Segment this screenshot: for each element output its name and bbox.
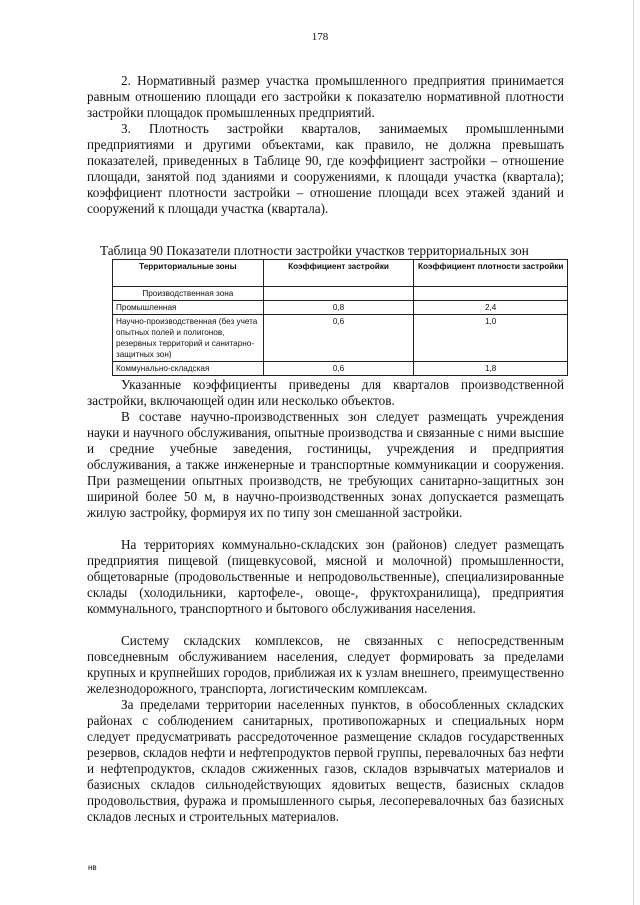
- paragraph-6: Систему складских комплексов, не связанных с непосредственным повседневным обслуживанием населения, следует формировать за пределами крупных и крупнейших городов, приближая их к узлам внешнего, преимущественно железнодорожного, транспорта, логистическим комплексам.: [87, 633, 565, 696]
- group-empty-cell: [263, 287, 414, 301]
- density-cell: 2,4: [414, 301, 568, 315]
- header-coverage: Коэффициент застройки: [263, 260, 414, 287]
- header-density: Коэффициент плотности застройки: [414, 260, 568, 287]
- paragraph-5: На территориях коммунально-складских зон (районов) следует размещать предприятия пищевой (пищевкусовой, мясной и молочной) промышленности, общетоварные (продовольственные и непродовольственные), специализированные склады (холодильники, картофеле-, овоще-, фруктохранилища), предприятия коммунального, транспортного и бытового обслуживания населения.: [87, 537, 564, 616]
- group-label: Производственная зона: [113, 287, 264, 301]
- zone-cell: Научно-производственная (без учета опытных полей и полигонов, резервных территорий и санитарно-защитных зон): [113, 315, 264, 362]
- group-empty-cell: [414, 287, 568, 301]
- table-caption: Таблица 90 Показатели плотности застройки участков территориальных зон: [100, 243, 529, 258]
- page-number: 178: [311, 31, 329, 43]
- table-group-row: [113, 287, 568, 301]
- paragraph-4: В составе научно-производственных зон следует размещать учреждения науки и научного обслуживания, опытные производства и связанные с ними высшие и средние учебные заведения, гостиницы, учреждения и предприятия обслуживания, а также инженерные и транспортные коммуникации и сооружения. При размещении опытных производств, не требующих санитарно-защитных зон шириной более 50 м, в научно-производственных зонах допускается размещать жилую застройку, формируя их по типу зон смешанной застройки.: [87, 409, 564, 520]
- coverage-cell: 0,6: [263, 362, 414, 376]
- coverage-cell: 0,6: [263, 315, 414, 362]
- density-table: [112, 259, 568, 376]
- zone-cell: Коммунально-складская: [113, 362, 264, 376]
- density-cell: 1,0: [414, 315, 568, 362]
- scan-edge: [633, 0, 634, 905]
- paragraph-2: 3. Плотность застройки кварталов, занимаемых промышленными предприятиями и другими объектами, как правило, не должна превышать показателей, приведенных в Таблице 90, где коэффициент застройки – отношение площади, занятой под зданиями и сооружениями, к площади участка (квартала); коэффициент плотности застройки – отношение площади всех этажей зданий и сооружений к площади участка (квартала).: [87, 121, 564, 216]
- paragraph-1: 2. Нормативный размер участка промышленного предприятия принимается равным отношению площади его застройки к показателю нормативной плотности застройки площадок промышленных предприятий.: [87, 73, 564, 120]
- density-cell: 1,8: [414, 362, 568, 376]
- table-row: [113, 301, 568, 315]
- zone-cell: Промышленная: [113, 301, 264, 315]
- table-row: [113, 315, 568, 362]
- paragraph-7: За пределами территории населенных пунктов, в обособленных складских районах с соблюдением санитарных, противопожарных и специальных норм следует предусматривать рассредоточенное размещение складов государственных резервов, складов нефти и нефтепродуктов первой группы, перевалочных баз нефти и нефтепродуктов, складов сжиженных газов, складов взрывчатых материалов и базисных складов сильнодействующих ядовитых веществ, базисных складов продовольствия, фуража и промышленного сырья, лесоперевалочных баз базисных складов лесных и строительных материалов.: [87, 697, 564, 824]
- paragraph-3: Указанные коэффициенты приведены для кварталов производственной застройки, включающей один или несколько объектов.: [87, 377, 564, 408]
- header-zones: Территориальные зоны: [113, 260, 264, 287]
- table-header-row: [113, 260, 568, 287]
- footer-marker: нв: [88, 863, 97, 872]
- coverage-cell: 0,8: [263, 301, 414, 315]
- table-row: [113, 362, 568, 376]
